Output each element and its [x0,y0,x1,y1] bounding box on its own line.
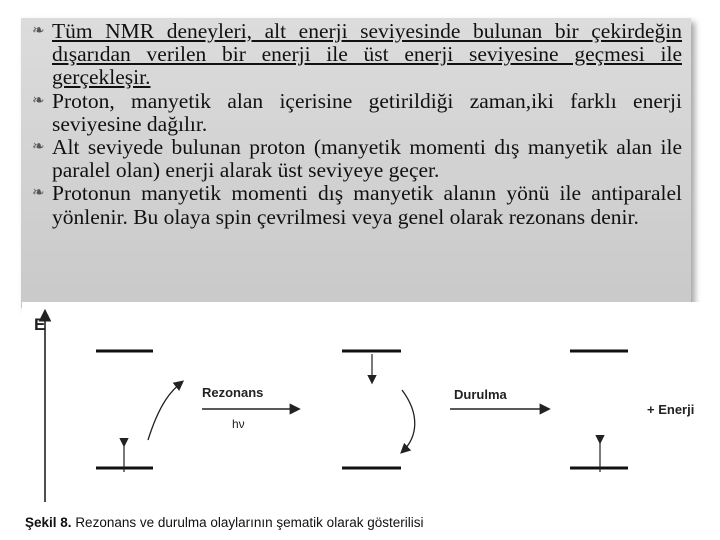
excitation-arrow [148,382,182,440]
resonance-figure [22,302,720,540]
hv-label: hν [232,417,245,431]
bullet-text: Alt seviyede bulunan proton (manyetik momenti dış manyetik alan ile paralel olan) enerji alarak üst seviyeye geçer. [52,135,682,183]
caption-text: Rezonans ve durulma olaylarının şematik olarak gösterilisi [75,515,424,530]
bullet-icon: ❧ [32,185,45,202]
figure-caption [25,515,423,530]
relaxation-curve-arrow [402,390,415,452]
bullet-text: Tüm NMR deneyleri, alt enerji seviyesinde bulunan bir çekirdeğin dışarıdan verilen bir enerji ile üst enerji seviyesine geçmesi ile gerçekleşir. [52,19,682,90]
relaxation-label: Durulma [454,387,507,402]
energy-label: + Enerji [647,402,695,417]
bullet-item [32,20,682,90]
bullet-text: Proton, manyetik alan içerisine getirildiği zaman,iki farklı enerji seviyesine dağılır. [52,88,682,136]
axis-label: E [34,315,46,334]
bullet-item [32,182,682,228]
resonance-diagram [22,302,720,540]
resonance-label: Rezonans [202,385,264,400]
bullet-list [32,20,682,229]
bullet-icon: ❧ [32,139,45,156]
bullet-item [32,90,682,136]
caption-prefix: Şekil 8. [25,515,72,530]
bullet-icon: ❧ [32,23,45,39]
bullet-text: Protonun manyetik momenti dış manyetik alanın yönü ile antiparalel yönlenir. Bu olaya spin çevrilmesi veya genel olarak rezonans denir. [52,181,682,229]
bullet-item [32,136,682,182]
bullet-icon: ❧ [32,92,45,109]
